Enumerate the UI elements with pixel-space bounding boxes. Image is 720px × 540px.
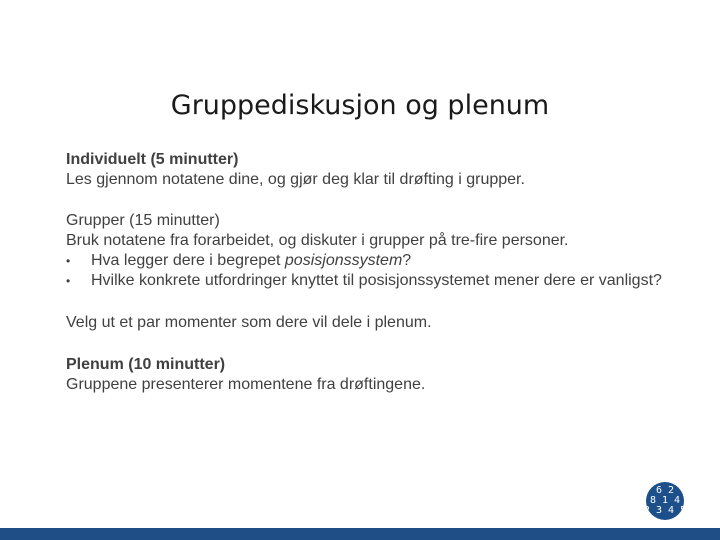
individual-text: Les gjennom notatene dine, og gjør deg klar til drøfting i grupper. <box>66 171 525 188</box>
slide-body <box>66 150 676 395</box>
spacer <box>66 291 676 313</box>
bullet-2-text: Hvilke konkrete utfordringer knyttet til posisjonssystemet mener dere er vanligst? <box>91 272 662 289</box>
bullet-item-1 <box>66 251 676 271</box>
groups-text: Bruk notatene fra forarbeidet, og diskuter i grupper på tre-fire personer. <box>66 232 569 249</box>
plenary-text: Gruppene presenterer momentene fra drøftingene. <box>66 376 426 393</box>
bullet-1-prefix: Hva legger dere i begrepet <box>91 252 285 269</box>
bullet-item-2 <box>66 271 676 291</box>
groups-heading: Grupper (15 minutter) <box>66 212 220 229</box>
logo-icon: 6 2 8 1 4 2 3 4 5 <box>646 482 684 520</box>
bottom-bar <box>0 528 720 540</box>
select-text: Velg ut et par momenter som dere vil dele i plenum. <box>66 314 432 331</box>
plenary-heading: Plenum (10 minutter) <box>66 356 226 373</box>
bullet-1-emphasis: posisjonssystem <box>284 252 403 269</box>
bullet-dot: • <box>66 254 71 268</box>
spacer <box>66 190 676 211</box>
bullet-1-suffix: ? <box>402 252 412 269</box>
individual-heading: Individuelt (5 minutter) <box>66 151 239 168</box>
slide-title: Gruppediskusjon og plenum <box>170 90 550 121</box>
spacer <box>66 333 676 355</box>
bullet-dot: • <box>66 274 71 288</box>
